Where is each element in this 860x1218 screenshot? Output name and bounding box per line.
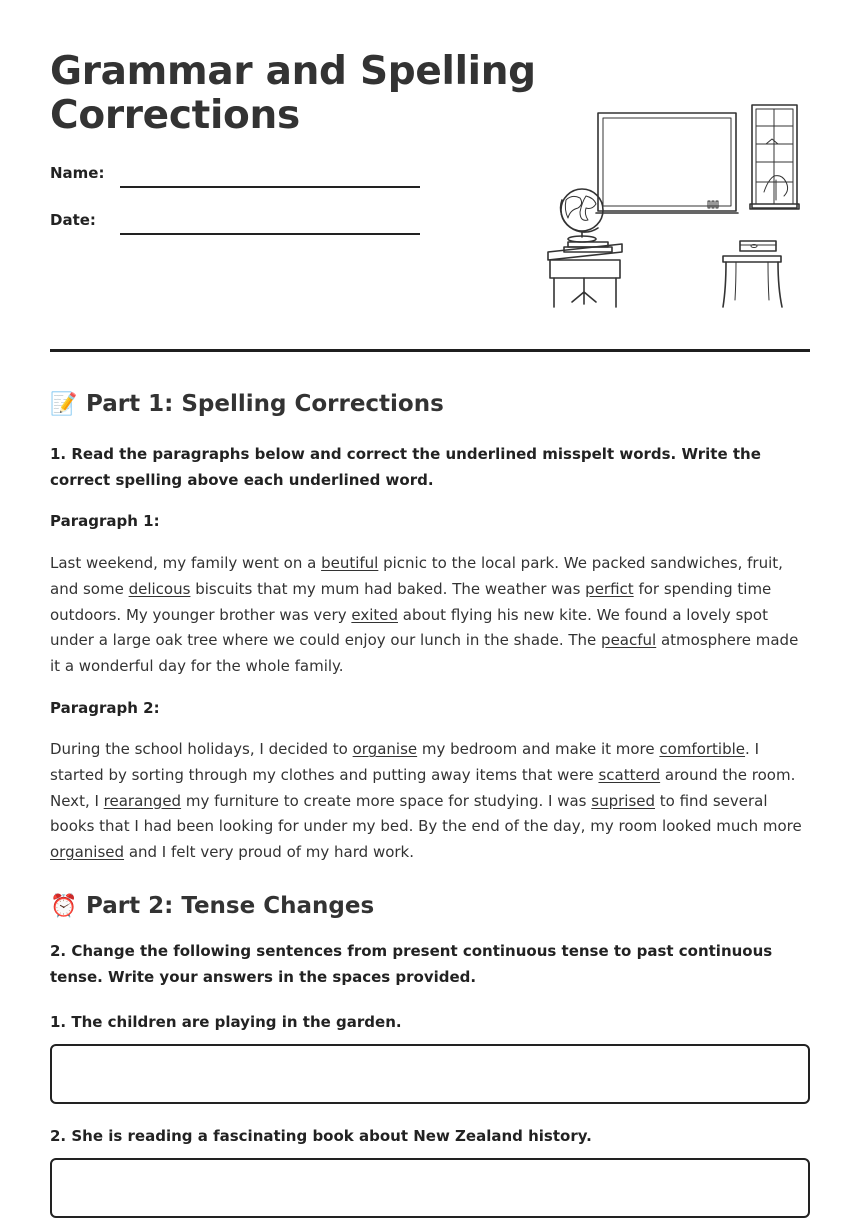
classroom-illustration <box>540 100 810 315</box>
misspelt-word[interactable]: suprised <box>591 791 656 810</box>
misspelt-word[interactable]: delicous <box>128 579 191 598</box>
title-line-2: Corrections <box>50 93 300 138</box>
name-label: Name: <box>50 164 105 182</box>
sentence-1: 1. The children are playing in the garden. <box>50 1013 402 1032</box>
paragraph2-label: Paragraph 2: <box>50 698 160 717</box>
misspelt-word[interactable]: organised <box>50 843 125 862</box>
paragraph2-text: During the school holidays, I decided to organise my bedroom and make it more comfortible. I started by sorting through my clothes and putting away items that were scatterd around the room. Next, I rearanged my furniture to create more space for studying. I was suprised to find several books that I had been looking for under my bed. By the end of the day, my room looked much more organised and I felt very proud of my hard work. <box>50 740 802 862</box>
page-title <box>50 50 536 138</box>
worksheet-content <box>50 384 810 1218</box>
misspelt-word[interactable]: exited <box>351 605 398 624</box>
answer-box-1[interactable] <box>50 1044 810 1104</box>
part2-instruction: 2. Change the following sentences from present continuous tense to past continuous tense. Write your answers in the spaces provided. <box>50 941 773 986</box>
part1-heading <box>50 384 810 425</box>
date-field[interactable] <box>120 233 420 235</box>
misspelt-word[interactable]: organise <box>352 740 418 759</box>
part2-heading <box>50 886 810 927</box>
misspelt-word[interactable]: peacful <box>601 631 657 650</box>
misspelt-word[interactable]: perfict <box>585 579 634 598</box>
paragraph1-label: Paragraph 1: <box>50 512 160 531</box>
part2-heading-text: Part 2: Tense Changes <box>86 892 375 919</box>
header-divider <box>50 349 810 352</box>
misspelt-word[interactable]: rearanged <box>103 791 182 810</box>
answer-box-2[interactable] <box>50 1158 810 1218</box>
misspelt-word[interactable]: comfortible <box>659 740 746 759</box>
misspelt-word[interactable]: beutiful <box>321 554 379 573</box>
memo-icon: 📝 <box>50 392 78 417</box>
alarm-clock-icon: ⏰ <box>50 893 78 919</box>
sentence-2: 2. She is reading a fascinating book about New Zealand history. <box>50 1126 592 1145</box>
title-line-1: Grammar and Spelling <box>50 49 536 94</box>
paragraph1-text: Last weekend, my family went on a beutiful picnic to the local park. We packed sandwiches, fruit, and some delicous biscuits that my mum had baked. The weather was perfict for spending time outdoors. My younger brother was very exited about flying his new kite. We found a lovely spot under a large oak tree where we could enjoy our lunch in the shade. The peacful atmosphere made it a wonderful day for the whole family. <box>50 554 799 675</box>
date-label: Date: <box>50 211 96 229</box>
name-field[interactable] <box>120 186 420 188</box>
part1-heading-text: Part 1: Spelling Corrections <box>86 391 444 417</box>
misspelt-word[interactable]: scatterd <box>598 766 661 785</box>
part1-instruction: 1. Read the paragraphs below and correct the underlined misspelt words. Write the correct spelling above each underlined word. <box>50 445 761 489</box>
